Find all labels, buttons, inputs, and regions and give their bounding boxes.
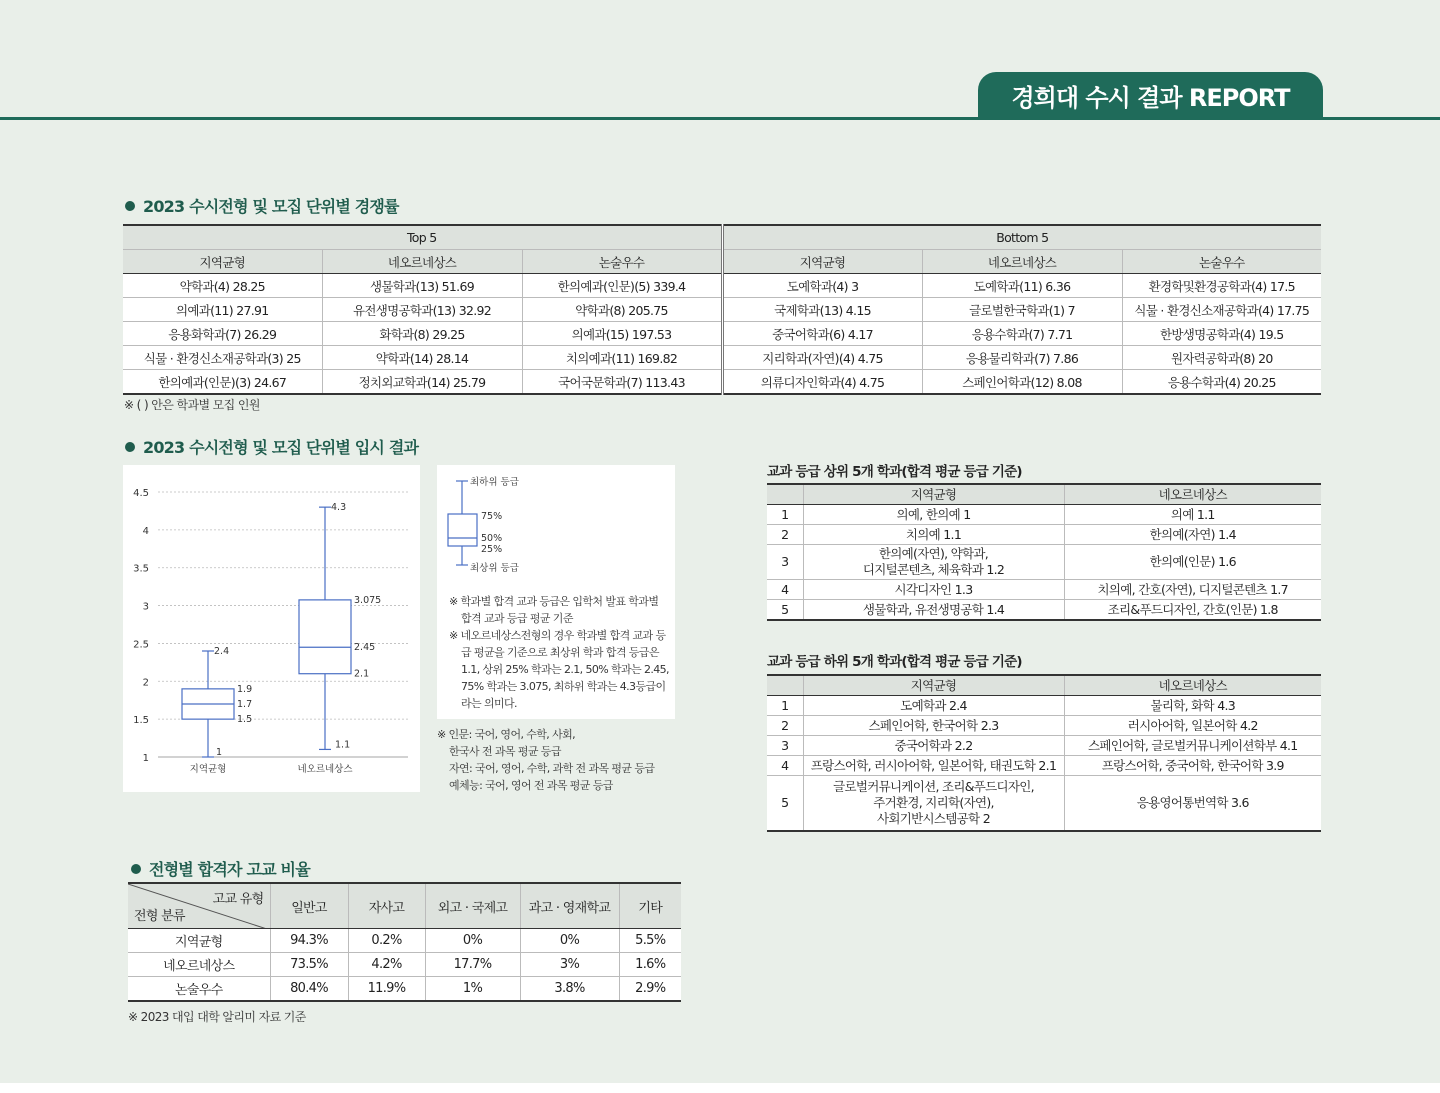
x-category-label: 지역균형 bbox=[189, 764, 227, 775]
col-header: 외고 · 국제고 bbox=[425, 883, 520, 929]
header-divider bbox=[0, 117, 1440, 120]
rank-cell: 4 bbox=[767, 756, 803, 776]
table-cell: 식물 · 환경신소재공학과(4) 17.75 bbox=[1122, 298, 1321, 322]
report-title-tab: 경희대 수시 결과 REPORT bbox=[978, 72, 1323, 118]
table-cell: 3% bbox=[520, 953, 619, 977]
table-row bbox=[123, 370, 1321, 395]
min-label: 1 bbox=[216, 747, 223, 758]
table-cell: 94.3% bbox=[270, 929, 348, 953]
table-cell: 도예학과(11) 6.36 bbox=[922, 274, 1122, 298]
table-row bbox=[767, 756, 1321, 776]
bullet-icon bbox=[125, 442, 135, 452]
y-tick-label: 2 bbox=[142, 677, 149, 689]
table-cell: 스페인어학, 글로벌커뮤니케이션학부 4.1 bbox=[1064, 736, 1321, 756]
y-tick-label: 3.5 bbox=[133, 563, 149, 575]
table-cell: 스페인어학, 한국어학 2.3 bbox=[803, 716, 1064, 736]
legend-box bbox=[448, 514, 477, 546]
rank-header bbox=[767, 675, 803, 696]
legend-p75-label: 75% bbox=[481, 511, 503, 522]
table-row bbox=[123, 274, 1321, 298]
table-cell: 1% bbox=[425, 977, 520, 1002]
table-cell: 한의예과(인문)(3) 24.67 bbox=[123, 370, 322, 395]
table-cell: 11.9% bbox=[348, 977, 425, 1002]
table-cell: 의예과(15) 197.53 bbox=[522, 322, 722, 346]
bottom5-table bbox=[767, 674, 1321, 832]
rank-header bbox=[767, 484, 803, 505]
rank-cell: 3 bbox=[767, 545, 803, 580]
table-cell: 17.7% bbox=[425, 953, 520, 977]
subject-note: 예체능: 국어, 영어 전 과목 평균 등급 bbox=[449, 779, 613, 792]
table-cell: 스페인어학과(12) 8.08 bbox=[922, 370, 1122, 395]
table-row bbox=[123, 298, 1321, 322]
cell-line: 사회기반시스템공학 2 bbox=[877, 811, 990, 826]
table-cell: 치의예 1.1 bbox=[803, 525, 1064, 545]
table-cell: 0% bbox=[425, 929, 520, 953]
col-header: 일반고 bbox=[270, 883, 348, 929]
table-cell: 의예, 한의예 1 bbox=[803, 505, 1064, 525]
corner-top-label: 고교 유형 bbox=[212, 892, 264, 907]
table-cell: 프랑스어학, 중국어학, 한국어학 3.9 bbox=[1064, 756, 1321, 776]
table-cell: 0.2% bbox=[348, 929, 425, 953]
col-header: 지역균형 bbox=[803, 484, 1064, 505]
table-cell: 화학과(8) 29.25 bbox=[322, 322, 522, 346]
table-row bbox=[767, 776, 1321, 832]
boxplot-legend-panel bbox=[437, 465, 675, 719]
table-cell: 응용물리학과(7) 7.86 bbox=[922, 346, 1122, 370]
y-tick-label: 2.5 bbox=[133, 639, 149, 651]
y-tick-label: 3 bbox=[142, 601, 149, 613]
col-header: 네오르네상스 bbox=[1064, 484, 1321, 505]
table-cell: 생물학과, 유전생명공학 1.4 bbox=[803, 600, 1064, 621]
max-label: 4.3 bbox=[331, 502, 347, 514]
subject-notes bbox=[437, 726, 677, 794]
table-cell: 약학과(14) 28.14 bbox=[322, 346, 522, 370]
legend-notes bbox=[449, 593, 671, 712]
table-cell: 1.6% bbox=[619, 953, 681, 977]
table-cell: 의예과(11) 27.91 bbox=[123, 298, 322, 322]
bottom5-title: 교과 등급 하위 5개 학과(합격 평균 등급 기준) bbox=[767, 654, 1022, 670]
q1-label: 1.5 bbox=[237, 714, 253, 726]
ratio-note: ※ 2023 대입 대학 알리미 자료 기준 bbox=[128, 1010, 306, 1024]
table-cell: 도예학과(4) 3 bbox=[722, 274, 922, 298]
table-row bbox=[767, 696, 1321, 716]
table-row bbox=[767, 716, 1321, 736]
median-label: 2.45 bbox=[354, 642, 376, 654]
q3-label: 3.075 bbox=[354, 594, 382, 606]
table-row bbox=[128, 953, 681, 977]
table-cell: 환경학및환경공학과(4) 17.5 bbox=[1122, 274, 1321, 298]
table-row bbox=[767, 600, 1321, 621]
table-cell: 한의예과(인문)(5) 339.4 bbox=[522, 274, 722, 298]
col-header: 네오르네상스 bbox=[322, 250, 522, 274]
page-bottom-margin bbox=[0, 1083, 1440, 1093]
table-cell: 생물학과(13) 51.69 bbox=[322, 274, 522, 298]
table-cell: 글로벌한국학과(1) 7 bbox=[922, 298, 1122, 322]
table-cell: 치의예과(11) 169.82 bbox=[522, 346, 722, 370]
rank-cell: 5 bbox=[767, 776, 803, 832]
box-2 bbox=[299, 600, 351, 674]
table-cell: 80.4% bbox=[270, 977, 348, 1002]
corner-bottom-label: 전형 분류 bbox=[134, 909, 185, 924]
row-header: 논술우수 bbox=[128, 977, 270, 1002]
legend-worst-label: 최하위 등급 bbox=[470, 477, 519, 488]
top5-title: 교과 등급 상위 5개 학과(합격 평균 등급 기준) bbox=[767, 464, 1022, 480]
col-header: 지역균형 bbox=[722, 250, 922, 274]
boxplot-panel bbox=[123, 465, 420, 792]
legend-best-label: 최상위 등급 bbox=[470, 563, 519, 574]
col-header: 네오르네상스 bbox=[922, 250, 1122, 274]
table-cell: 응용수학과(7) 7.71 bbox=[922, 322, 1122, 346]
legend-p25-label: 25% bbox=[481, 544, 503, 555]
table-cell: 중국어학과 2.2 bbox=[803, 736, 1064, 756]
competition-table bbox=[123, 224, 1321, 395]
cell-line: 주거환경, 지리학(자연), bbox=[873, 795, 994, 810]
table-cell: 물리학, 화학 4.3 bbox=[1064, 696, 1321, 716]
legend-p50-label: 50% bbox=[481, 533, 503, 544]
table-row bbox=[767, 736, 1321, 756]
median-label: 1.7 bbox=[237, 699, 253, 710]
bullet-icon bbox=[125, 201, 135, 211]
competition-section-title bbox=[125, 194, 399, 217]
row-header: 네오르네상스 bbox=[128, 953, 270, 977]
row-header: 지역균형 bbox=[128, 929, 270, 953]
subject-note: ※ 인문: 국어, 영어, 수학, 사회, bbox=[437, 728, 576, 741]
table-cell: 도예학과 2.4 bbox=[803, 696, 1064, 716]
rank-cell: 1 bbox=[767, 696, 803, 716]
table-cell: 의예 1.1 bbox=[1064, 505, 1321, 525]
ratio-section-title bbox=[131, 857, 310, 880]
bullet-icon bbox=[131, 864, 141, 874]
boxplot-chart bbox=[123, 465, 420, 792]
y-tick-label: 4.5 bbox=[133, 488, 149, 499]
col-header: 논술우수 bbox=[522, 250, 722, 274]
subject-note: 한국사 전 과목 평균 등급 bbox=[449, 745, 561, 758]
rank-cell: 1 bbox=[767, 505, 803, 525]
table-cell: 의류디자인학과(4) 4.75 bbox=[722, 370, 922, 395]
top5-table bbox=[767, 483, 1321, 621]
col-header: 기타 bbox=[619, 883, 681, 929]
table-row bbox=[767, 580, 1321, 600]
ratio-title-text: 전형별 합격자 고교 비율 bbox=[149, 860, 310, 879]
table-cell: 정치외교학과(14) 25.79 bbox=[322, 370, 522, 395]
table-cell: 중국어학과(6) 4.17 bbox=[722, 322, 922, 346]
table-cell: 약학과(8) 205.75 bbox=[522, 298, 722, 322]
table-row bbox=[123, 322, 1321, 346]
competition-note: ※ ( ) 안은 학과별 모집 인원 bbox=[124, 398, 260, 412]
col-header: 지역균형 bbox=[123, 250, 322, 274]
table-cell: 지리학과(자연)(4) 4.75 bbox=[722, 346, 922, 370]
table-cell: 조리&푸드디자인, 간호(인문) 1.8 bbox=[1064, 600, 1321, 621]
table-row bbox=[767, 545, 1321, 580]
table-cell: 러시아어학, 일본어학 4.2 bbox=[1064, 716, 1321, 736]
table-row bbox=[128, 929, 681, 953]
results-title-text: 2023 수시전형 및 모집 단위별 입시 결과 bbox=[143, 438, 419, 457]
table-cell bbox=[803, 776, 1064, 832]
rank-cell: 2 bbox=[767, 525, 803, 545]
table-cell: 원자력공학과(8) 20 bbox=[1122, 346, 1321, 370]
table-cell: 0% bbox=[520, 929, 619, 953]
rank-cell: 4 bbox=[767, 580, 803, 600]
col-header: 자사고 bbox=[348, 883, 425, 929]
x-category-label: 네오르네상스 bbox=[297, 764, 353, 775]
rank-cell: 3 bbox=[767, 736, 803, 756]
table-row bbox=[128, 977, 681, 1002]
table-cell: 응용화학과(7) 26.29 bbox=[123, 322, 322, 346]
school-ratio-table bbox=[128, 882, 681, 1002]
min-label: 1.1 bbox=[335, 739, 351, 751]
table-cell: 응용수학과(4) 20.25 bbox=[1122, 370, 1321, 395]
table-cell: 약학과(4) 28.25 bbox=[123, 274, 322, 298]
table-cell: 응용영어통번역학 3.6 bbox=[1064, 776, 1321, 832]
table-cell: 유전생명공학과(13) 32.92 bbox=[322, 298, 522, 322]
max-label: 2.4 bbox=[214, 646, 230, 657]
table-cell: 프랑스어학, 러시아어학, 일본어학, 태권도학 2.1 bbox=[803, 756, 1064, 776]
corner-header bbox=[128, 883, 270, 929]
col-header: 지역균형 bbox=[803, 675, 1064, 696]
table-cell: 국어국문학과(7) 113.43 bbox=[522, 370, 722, 395]
cell-line: 디지털콘텐츠, 체육학과 1.2 bbox=[862, 562, 1005, 577]
q1-label: 2.1 bbox=[354, 668, 370, 680]
table-cell: 한방생명공학과(4) 19.5 bbox=[1122, 322, 1321, 346]
table-row bbox=[767, 525, 1321, 545]
y-tick-label: 1.5 bbox=[133, 715, 149, 727]
results-section-title bbox=[125, 435, 418, 458]
table-cell: 3.8% bbox=[520, 977, 619, 1002]
col-header: 네오르네상스 bbox=[1064, 675, 1321, 696]
y-tick-label: 4 bbox=[142, 525, 149, 537]
top5-header: Top 5 bbox=[123, 225, 722, 250]
table-cell: 한의예(인문) 1.6 bbox=[1064, 545, 1321, 580]
col-header: 과고 · 영재학교 bbox=[520, 883, 619, 929]
table-cell: 치의예, 간호(자연), 디지털콘텐츠 1.7 bbox=[1064, 580, 1321, 600]
table-cell: 한의예(자연) 1.4 bbox=[1064, 525, 1321, 545]
legend-note: ※ 네오르네상스전형의 경우 학과별 합격 교과 등급 평균을 기준으로 최상위 학과 합격 등급은 1.1, 상위 25% 학과는 2.1, 50% 학과는 2.45, 75% 학과는 3.075, 최하위 학과는 4.3등급이라는 의미다. bbox=[449, 629, 669, 710]
cell-line: 글로벌커뮤니케이션, 조리&푸드디자인, bbox=[833, 779, 1034, 794]
table-cell: 시각디자인 1.3 bbox=[803, 580, 1064, 600]
table-row bbox=[123, 346, 1321, 370]
competition-title-text: 2023 수시전형 및 모집 단위별 경쟁률 bbox=[143, 197, 399, 216]
legend-diagram bbox=[437, 465, 675, 585]
table-cell bbox=[803, 545, 1064, 580]
subject-note: 자연: 국어, 영어, 수학, 과학 전 과목 평균 등급 bbox=[449, 762, 655, 775]
table-cell: 국제학과(13) 4.15 bbox=[722, 298, 922, 322]
q3-label: 1.9 bbox=[237, 683, 253, 695]
table-cell: 식물 · 환경신소재공학과(3) 25 bbox=[123, 346, 322, 370]
rank-cell: 5 bbox=[767, 600, 803, 621]
col-header: 논술우수 bbox=[1122, 250, 1321, 274]
bottom5-header: Bottom 5 bbox=[722, 225, 1321, 250]
table-cell: 5.5% bbox=[619, 929, 681, 953]
y-tick-label: 1 bbox=[142, 753, 149, 764]
cell-line: 한의예(자연), 약학과, bbox=[878, 546, 989, 561]
legend-note: ※ 학과별 합격 교과 등급은 입학처 발표 학과별 합격 교과 등급 평균 기준 bbox=[449, 595, 659, 625]
table-cell: 73.5% bbox=[270, 953, 348, 977]
rank-cell: 2 bbox=[767, 716, 803, 736]
table-cell: 4.2% bbox=[348, 953, 425, 977]
table-cell: 2.9% bbox=[619, 977, 681, 1002]
table-row bbox=[767, 505, 1321, 525]
